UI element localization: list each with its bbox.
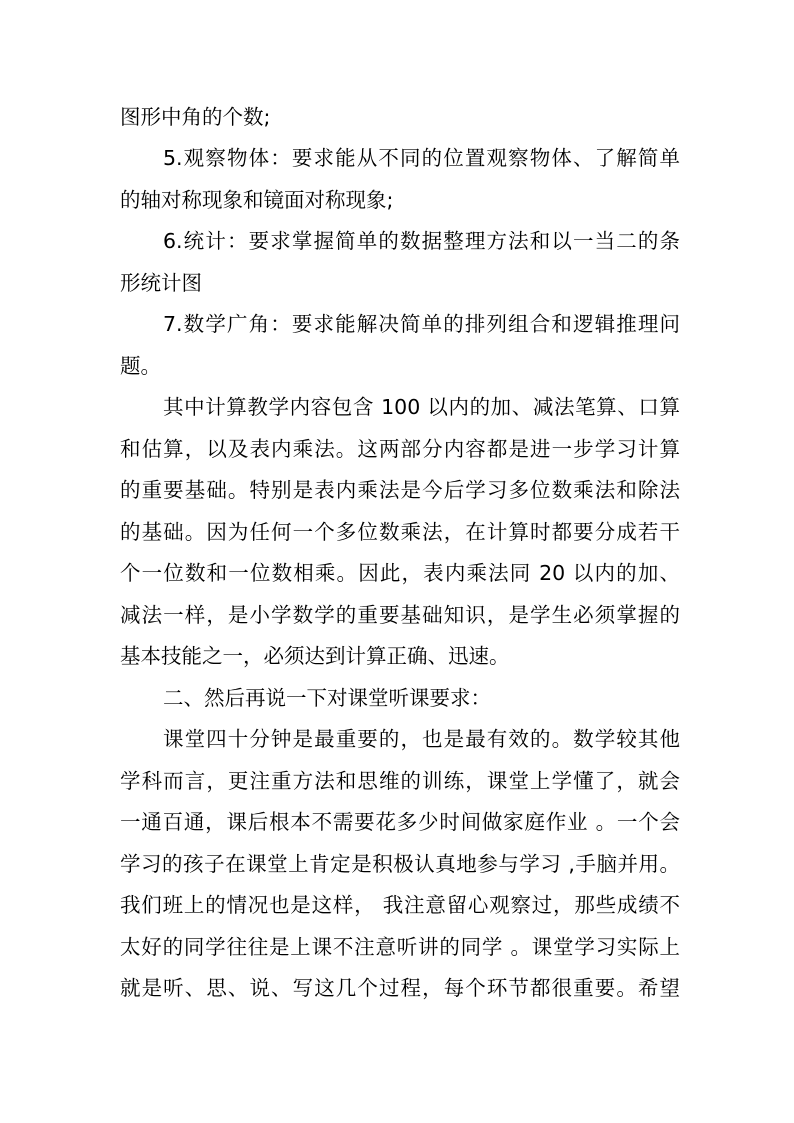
text-line-17: 学科而言，更注重方法和思维的训练，课堂上学懂了，就会 [120,769,680,793]
text-line-12: 个一位数和一位数相乘。因此，表内乘法同 20 以内的加、 [120,561,680,585]
text-line-21: 太好的同学往往是上课不注意听讲的同学 。课堂学习实际上 [120,935,680,959]
text-line-20: 我们班上的情况也是这样， 我注意留心观察过，那些成绩不 [120,893,680,917]
text-line-19: 学习的孩子在课堂上肯定是积极认真地参与学习 ,手脑并用。 [120,852,680,876]
text-line-22: 就是听、思、说、写这几个过程，每个环节都很重要。希望 [120,976,680,1000]
text-line-1: 图形中角的个数; [120,105,271,129]
text-line-18: 一通百通，课后根本不需要花多少时间做家庭作业 。一个会 [120,810,680,834]
text-line-13: 减法一样，是小学数学的重要基础知识，是学生必须掌握的 [120,603,680,627]
text-line-3: 的轴对称现象和镜面对称现象; [120,188,394,212]
text-line-14: 基本技能之一，必须达到计算正确、迅速。 [120,644,510,668]
text-line-4: 6.统计：要求掌握简单的数据整理方法和以一当二的条 [163,229,680,253]
text-line-8: 其中计算教学内容包含 100 以内的加、减法笔算、口算 [163,395,680,419]
text-line-7: 题。 [120,354,161,378]
text-line-2: 5.观察物体：要求能从不同的位置观察物体、了解简单 [163,146,680,170]
text-line-16: 课堂四十分钟是最重要的，也是最有效的。数学较其他 [163,727,680,751]
text-line-5: 形统计图 [120,271,202,295]
text-line-6: 7.数学广角：要求能解决简单的排列组合和逻辑推理问 [163,312,680,336]
section-heading: 二、然后再说一下对课堂听课要求： [163,686,491,710]
text-line-10: 的重要基础。特别是表内乘法是今后学习多位数乘法和除法 [120,478,680,502]
text-line-9: 和估算，以及表内乘法。这两部分内容都是进一步学习计算 [120,437,680,461]
text-line-11: 的基础。因为任何一个多位数乘法，在计算时都要分成若干 [120,520,680,544]
